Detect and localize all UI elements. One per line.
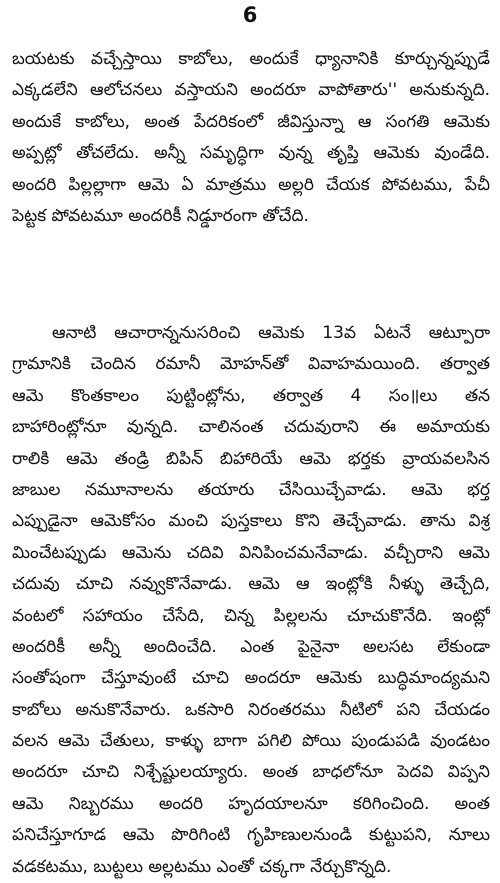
text-line: కాబోలు అనుకొనేవారు. ఒకసారి నిరంతరము నీటిలో పని చేయడం (12, 699, 490, 720)
text-line: ఎప్పుడైనా ఆమెకోసం మంచి పుస్తకాలు కొని తెచ్చేవాడు. తాను విశ్ర (12, 511, 490, 532)
paragraph-2 (12, 318, 490, 883)
text-line: అందరి పిల్లల్లాగా ఆమె ఏ మాత్రము అల్లరి చేయక పోవటము, పేచీ (12, 174, 490, 195)
text-line: పెట్టక పోవటమూ అందరికీ నిడ్డూరంగా తోచేది. (12, 205, 309, 226)
text-line: ఆమె నిబ్బరము అందరి హృదయాలనూ కరిగించింది. అంత (12, 793, 490, 814)
text-line: మించేటప్పుడు ఆమెను చదివి వినిపించమనేవాడు. వచ్చీరాని ఆమె (12, 542, 490, 563)
text-line: జాబుల నమూనాలను తయారు చేసియిచ్చేవాడు. ఆమె భర్త (12, 479, 490, 500)
text-line: ఆనాటి ఆచారాన్ననుసరించి ఆమెకు 13వ ఏటనే ఆట్పూరా (52, 323, 490, 343)
text-line: అప్పట్లో తోచలేదు. అన్నీ సమృద్ధిగా వున్న తృప్తి ఆమెకు వుండేది. (12, 143, 490, 164)
text-line: అందరూ చూచి నిశ్చేష్టులయ్యారు. అంత బాధలోనూ పెదవి విప్పని (12, 762, 490, 783)
text-line: వడకటము, బుట్టలు అల్లటము ఎంతో చక్కగా నేర్చుకొన్నది. (12, 856, 392, 877)
text-line: రాలికి ఆమె తండ్రి బిపిన్ బిహారియే ఆమె భర్తకు వ్రాయవలసిన (12, 448, 490, 469)
text-line: వలన ఆమె చేతులు, కాళ్ళు బాగా పగిలి పోయి పుండుపడి వుండటం (12, 731, 490, 752)
text-line: అందరికీ అన్నీ అందించేది. ఎంత పైనైనా అలసట లేకుండా (12, 636, 490, 657)
text-line: బాహారింట్లోనూ వున్నది. చాలినంత చదువురాని ఈ అమాయకు (12, 417, 490, 438)
page-number: 6 (242, 3, 258, 27)
text-line: గ్రామానికి చెందిన రమానీ మోహన్‌తో వివాహమయింది. తర్వాత (12, 354, 490, 375)
text-line: పనిచేస్తూగూడ ఆమె పొరిగింటి గృహిణులనుండి కుట్టుపని, నూలు (12, 825, 490, 846)
text-line: సంతోషంగా చేస్తూవుంటే చూచి అందరూ ఆమెకు బుద్ధిమాంద్యమని (12, 668, 490, 689)
text-line: వంటలో సహాయం చేసేది, చిన్న పిల్లలను చూచుకొనేది. ఇంట్లో (12, 605, 490, 626)
text-line: చదువు చూచి నవ్వుకొనేవాడు. ఆమె ఆ ఇంట్లోకి నీళ్ళు తెచ్చేది, (12, 574, 490, 595)
paragraph-1 (12, 44, 490, 232)
text-line: ఎక్కడలేని ఆలోచనలు వస్తాయని అందరూ వాపోతారు'' అనుకున్నది. (12, 80, 490, 101)
text-line: అందుకే కాబోలు, అంత పేదరికంలో జీవిస్తున్నా ఆ సంగతి ఆమెకు (12, 111, 490, 132)
text-line: ఆమె కొంతకాలం పుట్టింట్లోను, తర్వాత 4 సం॥లు తన (12, 385, 490, 406)
text-line: బయటకు వచ్చేస్తాయి కాబోలు, అందుకే ధ్యానానికి కూర్చున్నప్పుడే (12, 49, 490, 69)
